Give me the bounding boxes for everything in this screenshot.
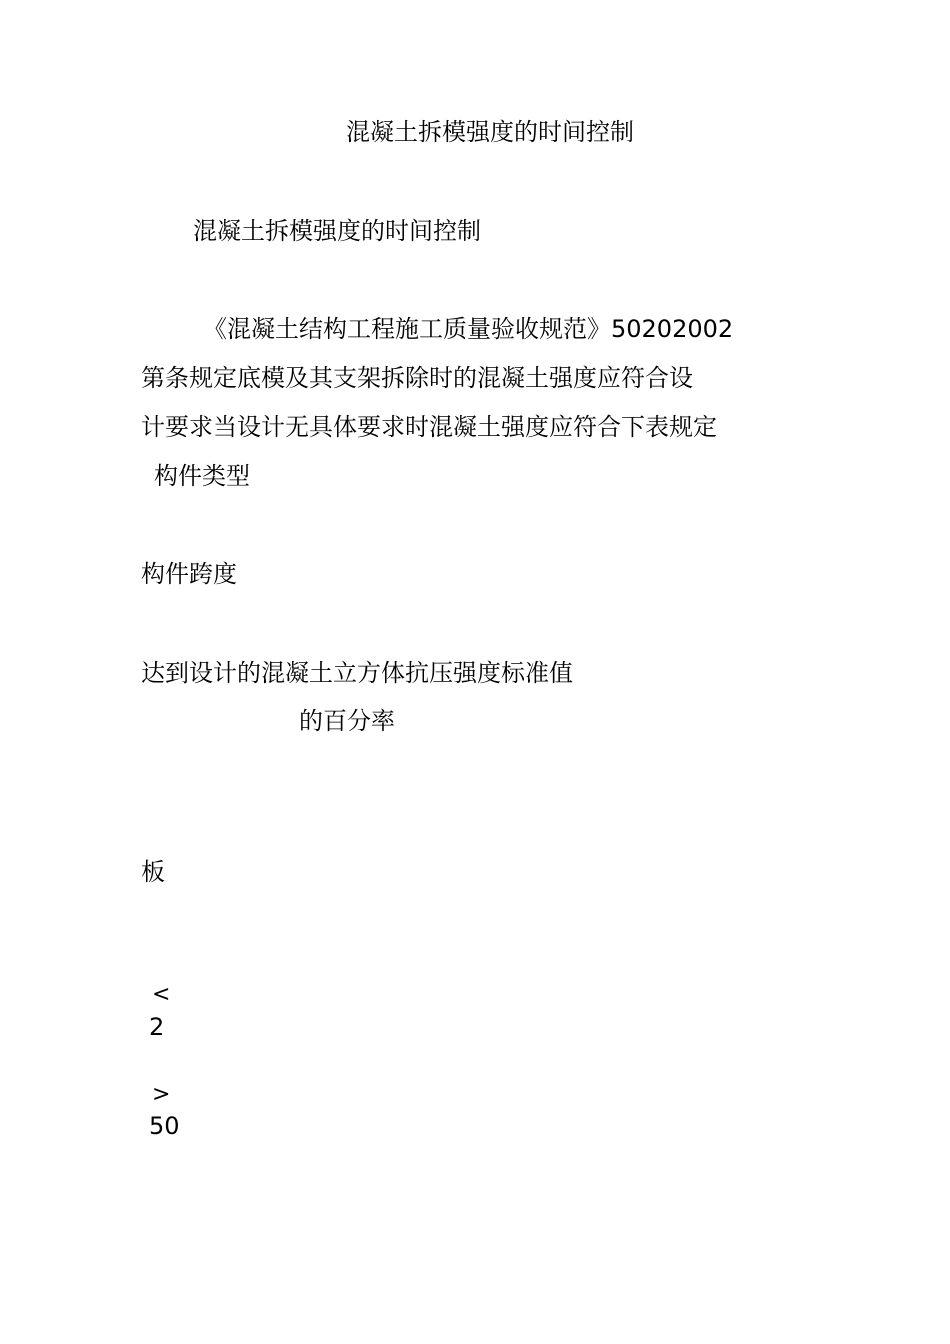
paragraph-line: 《混凝土结构工程施工质量验收规范》50202002 <box>203 315 734 343</box>
section-heading: 混凝土拆模强度的时间控制 <box>193 217 481 245</box>
table-header-strength: 达到设计的混凝土立方体抗压强度标准值 <box>141 659 573 687</box>
table-cell-span-value: 2 <box>149 1013 165 1041</box>
paragraph-line: 第条规定底模及其支架拆除时的混凝土强度应符合设 <box>141 364 693 392</box>
table-cell-span-symbol: > <box>152 1082 171 1107</box>
table-cell-span-value: 50 <box>149 1112 180 1140</box>
table-header-component-span: 构件跨度 <box>141 560 237 588</box>
paragraph-line: 计要求当设计无具体要求时混凝土强度应符合下表规定 <box>141 413 717 441</box>
table-cell-span-symbol: < <box>152 982 171 1007</box>
page-title: 混凝土拆模强度的时间控制 <box>346 118 634 146</box>
table-header-component-type: 构件类型 <box>154 462 250 490</box>
table-header-strength-cont: 的百分率 <box>299 707 395 735</box>
table-cell-slab: 板 <box>141 858 165 886</box>
